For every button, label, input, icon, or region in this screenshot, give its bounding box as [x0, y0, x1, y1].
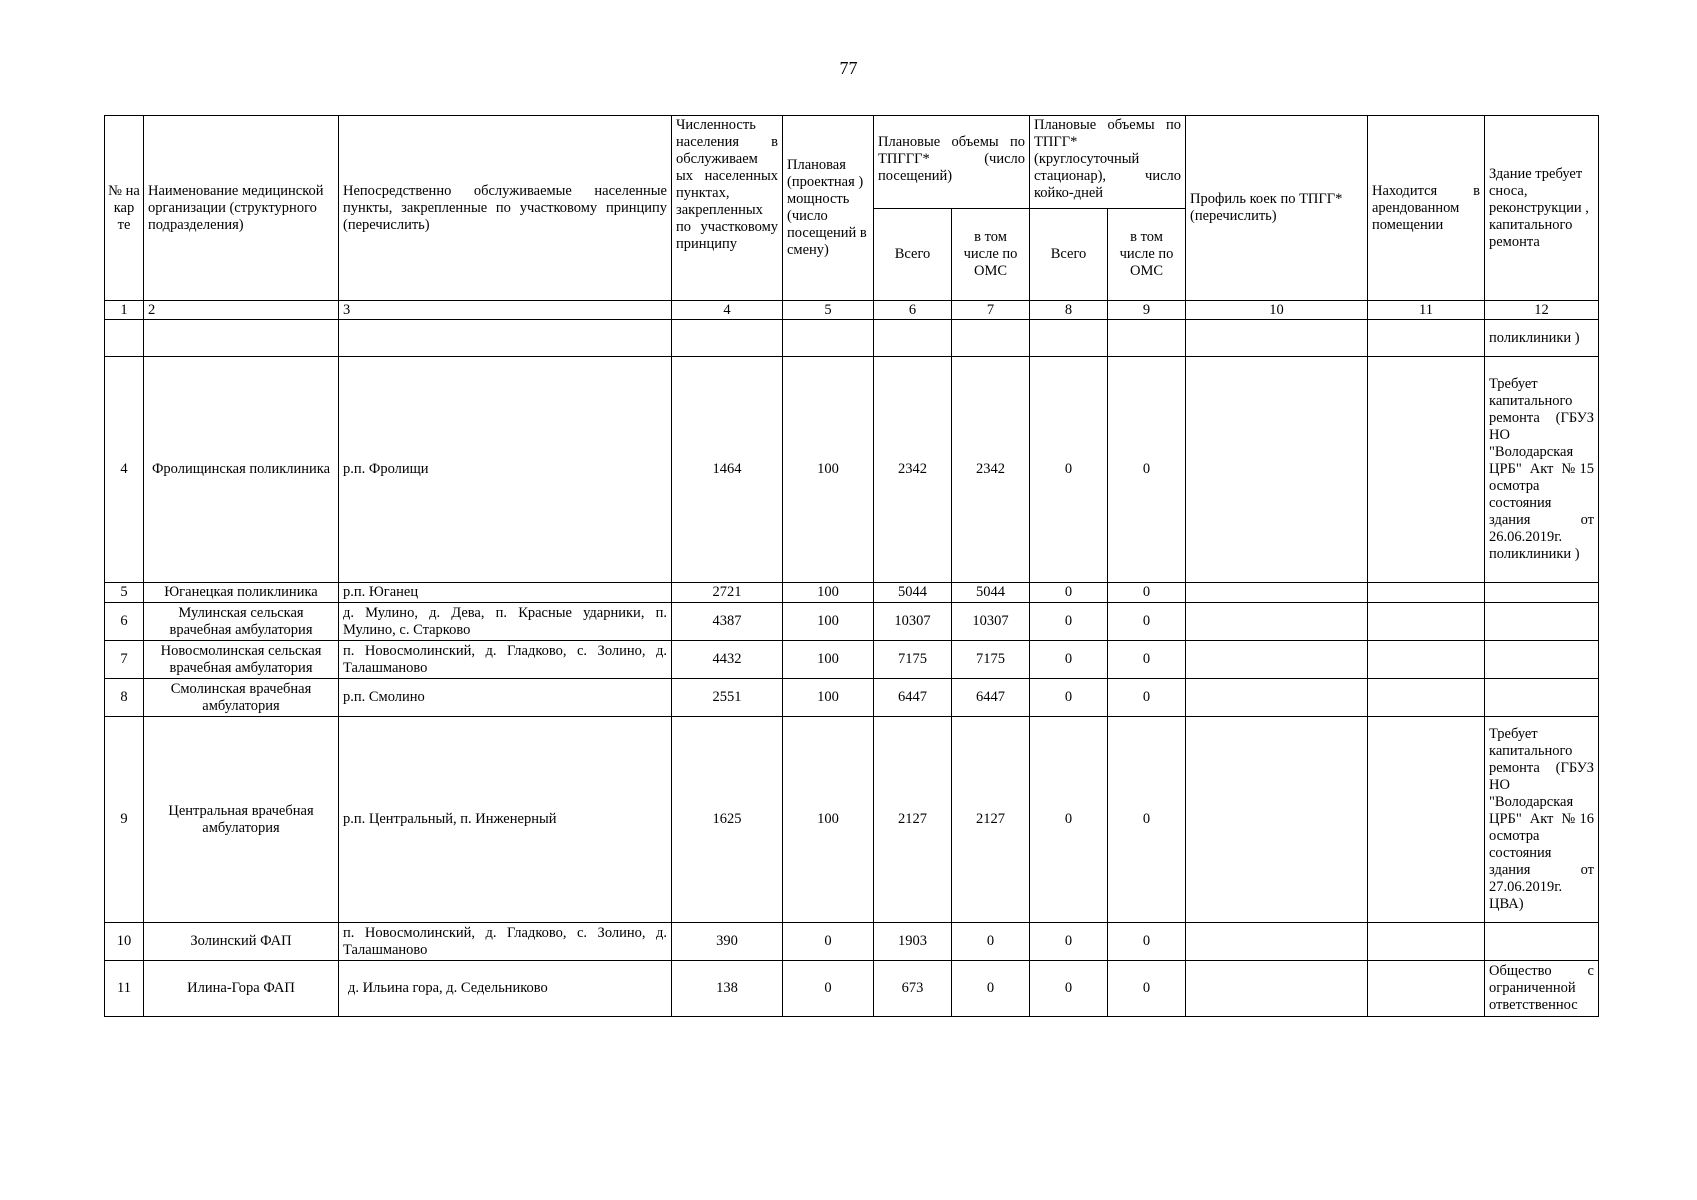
visits-total: 6447	[874, 679, 952, 717]
organization-name: Новосмолинская сельская врачебная амбулатория	[144, 641, 339, 679]
beds-oms: 0	[1108, 583, 1186, 603]
building-status: Общество с ограниченной ответственнос	[1485, 961, 1599, 1017]
page-number: 77	[839, 58, 858, 78]
header-col-population: Численность населения в обслуживаем ых населенных пунктах, закрепленных по участковому принципу	[672, 116, 783, 301]
bed-profile	[1186, 717, 1368, 923]
settlements: д. Мулино, д. Дева, п. Красные ударники, п. Мулино, с. Старково	[339, 603, 672, 641]
row-number: 11	[105, 961, 144, 1017]
beds-oms: 0	[1108, 923, 1186, 961]
settlements: п. Новосмолинский, д. Гладково, с. Золино, д. Талашманово	[339, 923, 672, 961]
organization-name: Смолинская врачебная амбулатория	[144, 679, 339, 717]
header-visits-oms: в том числе по ОМС	[952, 209, 1030, 301]
bed-profile	[1186, 641, 1368, 679]
building-status	[1485, 603, 1599, 641]
population: 4432	[672, 641, 783, 679]
organization-name: Центральная врачебная амбулатория	[144, 717, 339, 923]
column-number: 7	[952, 301, 1030, 320]
beds-oms: 0	[1108, 357, 1186, 583]
header-col-settlements: Непосредственно обслуживаемые населенные пункты, закрепленные по участковому принципу (перечислить)	[339, 116, 672, 301]
rented	[1368, 357, 1485, 583]
visits-total: 10307	[874, 603, 952, 641]
table-row	[105, 923, 1599, 961]
table-row	[105, 641, 1599, 679]
column-number: 3	[339, 301, 672, 320]
beds-total: 0	[1030, 717, 1108, 923]
visits-total: 7175	[874, 641, 952, 679]
capacity: 100	[783, 603, 874, 641]
table-row	[105, 357, 1599, 583]
header-col-building: Здание требует сноса, реконструкции , капитального ремонта	[1485, 116, 1599, 301]
settlements: р.п. Фролищи	[339, 357, 672, 583]
building-status	[1485, 923, 1599, 961]
population: 4387	[672, 603, 783, 641]
column-number-row	[105, 301, 1599, 320]
population: 2721	[672, 583, 783, 603]
rented	[1368, 641, 1485, 679]
bed-profile	[1186, 357, 1368, 583]
capacity: 0	[783, 923, 874, 961]
continuation-row	[105, 320, 1599, 357]
rented	[1368, 679, 1485, 717]
visits-total: 1903	[874, 923, 952, 961]
building-status	[1485, 641, 1599, 679]
table-row	[105, 717, 1599, 923]
visits-oms: 2342	[952, 357, 1030, 583]
beds-total: 0	[1030, 961, 1108, 1017]
visits-total: 2127	[874, 717, 952, 923]
capacity: 100	[783, 583, 874, 603]
table-row	[105, 583, 1599, 603]
column-number: 4	[672, 301, 783, 320]
visits-total: 5044	[874, 583, 952, 603]
visits-oms: 7175	[952, 641, 1030, 679]
beds-total: 0	[1030, 357, 1108, 583]
beds-total: 0	[1030, 923, 1108, 961]
header-col-capacity: Плановая (проектная ) мощность (число посещений в смену)	[783, 116, 874, 301]
beds-oms: 0	[1108, 603, 1186, 641]
table-row	[105, 679, 1599, 717]
beds-total: 0	[1030, 641, 1108, 679]
column-number: 8	[1030, 301, 1108, 320]
row-number: 5	[105, 583, 144, 603]
column-number: 12	[1485, 301, 1599, 320]
organization-name: Юганецкая поликлиника	[144, 583, 339, 603]
beds-total: 0	[1030, 583, 1108, 603]
capacity: 100	[783, 717, 874, 923]
header-visits-total: Всего	[874, 209, 952, 301]
rented	[1368, 923, 1485, 961]
visits-oms: 10307	[952, 603, 1030, 641]
capacity: 100	[783, 679, 874, 717]
settlements: р.п. Центральный, п. Инженерный	[339, 717, 672, 923]
capacity: 100	[783, 357, 874, 583]
header-beds-total: Всего	[1030, 209, 1108, 301]
column-number: 11	[1368, 301, 1485, 320]
building-status: поликлиники )	[1485, 320, 1599, 357]
building-status	[1485, 583, 1599, 603]
building-status	[1485, 679, 1599, 717]
header-col-beds: Плановые объемы по ТПГГ* (круглосуточный стационар), число койко-дней	[1030, 116, 1186, 209]
header-col-organization: Наименование медицинской организации (структурного подразделения)	[144, 116, 339, 301]
organization-name: Фролищинская поликлиника	[144, 357, 339, 583]
beds-total: 0	[1030, 679, 1108, 717]
rented	[1368, 583, 1485, 603]
bed-profile	[1186, 923, 1368, 961]
rented	[1368, 603, 1485, 641]
column-number: 6	[874, 301, 952, 320]
row-number: 7	[105, 641, 144, 679]
population: 1625	[672, 717, 783, 923]
column-number: 2	[144, 301, 339, 320]
header-col-number: № на кар те	[105, 116, 144, 301]
organization-name: Золинский ФАП	[144, 923, 339, 961]
visits-oms: 2127	[952, 717, 1030, 923]
table-row	[105, 603, 1599, 641]
capacity: 100	[783, 641, 874, 679]
settlements: д. Ильина гора, д. Седельниково	[339, 961, 672, 1017]
header-col-rented: Находится в арендованном помещении	[1368, 116, 1485, 301]
column-number: 10	[1186, 301, 1368, 320]
organization-name: Мулинская сельская врачебная амбулатория	[144, 603, 339, 641]
visits-total: 2342	[874, 357, 952, 583]
rented	[1368, 717, 1485, 923]
beds-oms: 0	[1108, 641, 1186, 679]
population: 2551	[672, 679, 783, 717]
building-status: Требует капитального ремонта (ГБУЗ НО "Володарская ЦРБ" Акт №15 осмотра состояния здания от 26.06.2019г. поликлиники )	[1485, 357, 1599, 583]
bed-profile	[1186, 603, 1368, 641]
beds-oms: 0	[1108, 717, 1186, 923]
population: 390	[672, 923, 783, 961]
row-number: 6	[105, 603, 144, 641]
column-number: 5	[783, 301, 874, 320]
settlements: р.п. Смолино	[339, 679, 672, 717]
facilities-table	[104, 115, 1599, 1017]
beds-total: 0	[1030, 603, 1108, 641]
column-number: 9	[1108, 301, 1186, 320]
bed-profile	[1186, 961, 1368, 1017]
beds-oms: 0	[1108, 679, 1186, 717]
row-number: 8	[105, 679, 144, 717]
settlements: р.п. Юганец	[339, 583, 672, 603]
population: 1464	[672, 357, 783, 583]
header-col-bed-profile: Профиль коек по ТПГГ* (перечислить)	[1186, 116, 1368, 301]
row-number: 10	[105, 923, 144, 961]
visits-oms: 6447	[952, 679, 1030, 717]
header-beds-oms: в том числе по ОМС	[1108, 209, 1186, 301]
capacity: 0	[783, 961, 874, 1017]
visits-oms: 0	[952, 923, 1030, 961]
row-number: 4	[105, 357, 144, 583]
header-col-visits: Плановые объемы по ТПГГГ* (число посещений)	[874, 116, 1030, 209]
building-status: Требует капитального ремонта (ГБУЗ НО "Володарская ЦРБ" Акт №16 осмотра состояния здания от 27.06.2019г. ЦВА)	[1485, 717, 1599, 923]
population: 138	[672, 961, 783, 1017]
visits-total: 673	[874, 961, 952, 1017]
visits-oms: 5044	[952, 583, 1030, 603]
bed-profile	[1186, 583, 1368, 603]
table-row	[105, 961, 1599, 1017]
beds-oms: 0	[1108, 961, 1186, 1017]
column-number: 1	[105, 301, 144, 320]
settlements: п. Новосмолинский, д. Гладково, с. Золино, д. Талашманово	[339, 641, 672, 679]
rented	[1368, 961, 1485, 1017]
visits-oms: 0	[952, 961, 1030, 1017]
organization-name: Илина-Гора ФАП	[144, 961, 339, 1017]
bed-profile	[1186, 679, 1368, 717]
row-number: 9	[105, 717, 144, 923]
